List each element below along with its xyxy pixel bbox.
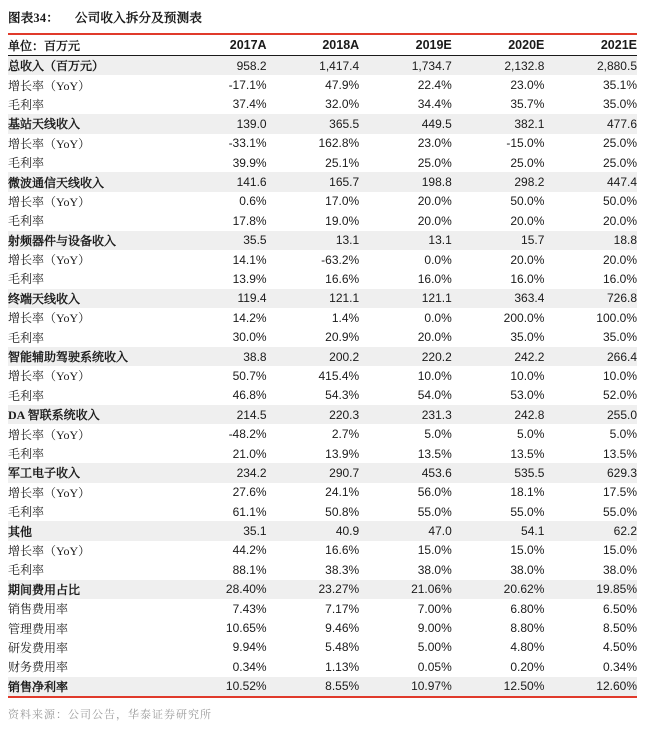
cell-value: 15.0%	[417, 543, 452, 558]
cell-value: 25.0%	[417, 155, 452, 170]
table-row	[8, 269, 637, 288]
table-row	[8, 541, 637, 560]
row-label: 管理费用率	[8, 621, 69, 636]
cell-value: 119.4	[174, 289, 267, 308]
cell-value: 27.6%	[232, 485, 267, 500]
cell-value: 0.6%	[239, 194, 267, 209]
cell-value: 0.34%	[602, 659, 637, 674]
year-column-header: 2018A	[267, 35, 360, 56]
year-column-header: 2020E	[452, 35, 545, 56]
cell-value: -33.1%	[228, 136, 267, 151]
cell-value: 47.0	[359, 521, 452, 540]
row-label: DA 智联系统收入	[8, 405, 174, 424]
cell-value: 200.0%	[503, 310, 545, 325]
cell-value: 20.0%	[417, 194, 452, 209]
cell-value: 220.3	[267, 405, 360, 424]
cell-value: 13.9%	[325, 446, 360, 461]
table-row	[8, 405, 637, 424]
cell-value: 50.8%	[325, 504, 360, 519]
cell-value: 0.20%	[510, 659, 545, 674]
cell-value: 25.0%	[510, 155, 545, 170]
table-row	[8, 134, 637, 153]
cell-value: 23.27%	[267, 580, 360, 599]
row-label: 微波通信天线收入	[8, 172, 174, 191]
cell-value: 10.52%	[174, 677, 267, 696]
header-row	[8, 35, 637, 56]
cell-value: 15.7	[452, 231, 545, 250]
cell-value: 220.2	[359, 347, 452, 366]
table-row	[8, 386, 637, 405]
cell-value: 17.8%	[232, 213, 267, 228]
cell-value: 35.1	[174, 521, 267, 540]
cell-value: 28.40%	[174, 580, 267, 599]
table-row	[8, 657, 637, 676]
cell-value: 20.62%	[452, 580, 545, 599]
cell-value: 20.9%	[325, 330, 360, 345]
cell-value: 52.0%	[602, 388, 637, 403]
cell-value: 35.7%	[510, 97, 545, 112]
row-label: 销售净利率	[8, 677, 174, 696]
figure-title	[8, 4, 637, 33]
cell-value: 38.0%	[510, 562, 545, 577]
row-label: 毛利率	[8, 156, 45, 171]
cell-value: 165.7	[267, 172, 360, 191]
cell-value: 7.17%	[325, 601, 360, 616]
cell-value: 1.4%	[331, 310, 360, 325]
cell-value: 14.1%	[232, 252, 267, 267]
cell-value: 2,132.8	[452, 56, 545, 76]
cell-value: 10.0%	[510, 368, 545, 383]
row-label: 增长率（YoY）	[8, 369, 91, 384]
row-label: 销售费用率	[8, 602, 69, 617]
cell-value: 242.2	[452, 347, 545, 366]
cell-value: 2,880.5	[544, 56, 637, 76]
table-row	[8, 172, 637, 191]
cell-value: 12.50%	[452, 677, 545, 696]
cell-value: 35.0%	[510, 330, 545, 345]
year-column-header: 2019E	[359, 35, 452, 56]
table-row	[8, 638, 637, 657]
cell-value: 447.4	[544, 172, 637, 191]
table-row	[8, 677, 637, 696]
cell-value: 141.6	[174, 172, 267, 191]
cell-value: 162.8%	[318, 136, 360, 151]
cell-value: -48.2%	[228, 427, 267, 442]
cell-value: 38.0%	[602, 562, 637, 577]
cell-value: 16.0%	[417, 271, 452, 286]
cell-value: 14.2%	[232, 310, 267, 325]
cell-value: 198.8	[359, 172, 452, 191]
cell-value: 13.1	[359, 231, 452, 250]
table-row	[8, 483, 637, 502]
cell-value: 10.65%	[225, 621, 267, 636]
row-label: 增长率（YoY）	[8, 543, 91, 558]
cell-value: 5.0%	[609, 427, 637, 442]
cell-value: 13.5%	[602, 446, 637, 461]
cell-value: 18.1%	[510, 485, 545, 500]
cell-value: 453.6	[359, 463, 452, 482]
cell-value: 23.0%	[510, 78, 545, 93]
cell-value: 449.5	[359, 114, 452, 133]
table-body	[8, 56, 637, 696]
cell-value: 15.0%	[510, 543, 545, 558]
row-label: 射频器件与设备收入	[8, 231, 174, 250]
row-label: 基站天线收入	[8, 114, 174, 133]
cell-value: 1.13%	[325, 659, 360, 674]
cell-value: 37.4%	[232, 97, 267, 112]
table-row	[8, 192, 637, 211]
table-row	[8, 56, 637, 76]
cell-value: 55.0%	[510, 504, 545, 519]
table-row	[8, 366, 637, 385]
cell-value: 958.2	[174, 56, 267, 76]
cell-value: 535.5	[452, 463, 545, 482]
cell-value: 38.3%	[325, 562, 360, 577]
cell-value: 726.8	[544, 289, 637, 308]
table-row	[8, 250, 637, 269]
cell-value: 9.46%	[325, 621, 360, 636]
cell-value: 13.5%	[510, 446, 545, 461]
cell-value: 54.3%	[325, 388, 360, 403]
cell-value: 121.1	[267, 289, 360, 308]
row-label: 毛利率	[8, 97, 45, 112]
row-label: 毛利率	[8, 563, 45, 578]
cell-value: 629.3	[544, 463, 637, 482]
year-column-header: 2021E	[544, 35, 637, 56]
cell-value: 20.0%	[417, 213, 452, 228]
row-label: 期间费用占比	[8, 580, 174, 599]
table-row	[8, 114, 637, 133]
row-label: 毛利率	[8, 272, 45, 287]
cell-value: 16.6%	[325, 271, 360, 286]
cell-value: 12.60%	[544, 677, 637, 696]
cell-value: 22.4%	[417, 78, 452, 93]
row-label: 终端天线收入	[8, 289, 174, 308]
table-row	[8, 502, 637, 521]
table-row	[8, 211, 637, 230]
cell-value: 16.0%	[510, 271, 545, 286]
cell-value: 38.0%	[417, 562, 452, 577]
cell-value: 20.0%	[602, 213, 637, 228]
cell-value: 5.0%	[424, 427, 452, 442]
cell-value: 46.8%	[232, 388, 267, 403]
row-label: 毛利率	[8, 330, 45, 345]
row-label: 其他	[8, 521, 174, 540]
cell-value: 62.2	[544, 521, 637, 540]
row-label: 军工电子收入	[8, 463, 174, 482]
cell-value: 19.0%	[325, 213, 360, 228]
table-row	[8, 521, 637, 540]
cell-value: 50.0%	[510, 194, 545, 209]
cell-value: 9.00%	[417, 621, 452, 636]
cell-value: 415.4%	[318, 368, 360, 383]
cell-value: 39.9%	[232, 155, 267, 170]
row-label: 智能辅助驾驶系统收入	[8, 347, 174, 366]
cell-value: 35.5	[174, 231, 267, 250]
cell-value: 5.00%	[417, 640, 452, 655]
cell-value: 20.0%	[510, 252, 545, 267]
cell-value: 16.0%	[602, 271, 637, 286]
figure-number: 图表34：	[8, 11, 60, 25]
cell-value: 255.0	[544, 405, 637, 424]
cell-value: 214.5	[174, 405, 267, 424]
cell-value: 35.0%	[602, 330, 637, 345]
cell-value: 8.80%	[510, 621, 545, 636]
row-label: 财务费用率	[8, 660, 69, 675]
cell-value: 121.1	[359, 289, 452, 308]
row-label: 总收入（百万元）	[8, 56, 174, 76]
row-label: 增长率（YoY）	[8, 485, 91, 500]
cell-value: 266.4	[544, 347, 637, 366]
cell-value: 21.0%	[232, 446, 267, 461]
cell-value: 35.1%	[602, 78, 637, 93]
row-label: 增长率（YoY）	[8, 311, 91, 326]
table-row	[8, 327, 637, 346]
table-row	[8, 95, 637, 114]
cell-value: 6.50%	[602, 601, 637, 616]
cell-value: 20.0%	[417, 330, 452, 345]
row-label: 增长率（YoY）	[8, 427, 91, 442]
cell-value: 53.0%	[510, 388, 545, 403]
cell-value: 47.9%	[325, 78, 360, 93]
cell-value: 18.8	[544, 231, 637, 250]
cell-value: 139.0	[174, 114, 267, 133]
cell-value: -15.0%	[506, 136, 545, 151]
row-label: 增长率（YoY）	[8, 136, 91, 151]
row-label: 毛利率	[8, 214, 45, 229]
cell-value: 56.0%	[417, 485, 452, 500]
table-row	[8, 599, 637, 618]
cell-value: 4.50%	[602, 640, 637, 655]
figure-name: 公司收入拆分及预测表	[75, 11, 203, 25]
cell-value: 16.6%	[325, 543, 360, 558]
cell-value: 17.5%	[602, 485, 637, 500]
cell-value: 382.1	[452, 114, 545, 133]
cell-value: 231.3	[359, 405, 452, 424]
cell-value: 15.0%	[602, 543, 637, 558]
cell-value: 25.1%	[325, 155, 360, 170]
cell-value: 17.0%	[325, 194, 360, 209]
table-row	[8, 289, 637, 308]
cell-value: 0.0%	[424, 310, 452, 325]
cell-value: 34.4%	[417, 97, 452, 112]
cell-value: 7.00%	[417, 601, 452, 616]
table-row	[8, 231, 637, 250]
cell-value: 55.0%	[417, 504, 452, 519]
cell-value: 30.0%	[232, 330, 267, 345]
cell-value: 5.48%	[325, 640, 360, 655]
cell-value: 24.1%	[325, 485, 360, 500]
table-row	[8, 75, 637, 94]
cell-value: 20.0%	[602, 252, 637, 267]
cell-value: 363.4	[452, 289, 545, 308]
unit-label: 单位：百万元	[8, 35, 174, 56]
year-column-header: 2017A	[174, 35, 267, 56]
cell-value: 477.6	[544, 114, 637, 133]
row-label: 毛利率	[8, 447, 45, 461]
table-row	[8, 153, 637, 172]
cell-value: 19.85%	[544, 580, 637, 599]
table-row	[8, 618, 637, 637]
cell-value: 55.0%	[602, 504, 637, 519]
cell-value: 4.80%	[510, 640, 545, 655]
cell-value: 50.0%	[602, 194, 637, 209]
cell-value: 290.7	[267, 463, 360, 482]
revenue-forecast-table	[8, 35, 637, 696]
cell-value: 298.2	[452, 172, 545, 191]
cell-value: 38.8	[174, 347, 267, 366]
cell-value: 10.0%	[602, 368, 637, 383]
cell-value: 10.97%	[359, 677, 452, 696]
cell-value: 242.8	[452, 405, 545, 424]
cell-value: 0.34%	[232, 659, 267, 674]
row-label: 研发费用率	[8, 640, 69, 655]
table-row	[8, 308, 637, 327]
cell-value: 13.5%	[417, 446, 452, 461]
cell-value: 365.5	[267, 114, 360, 133]
cell-value: 88.1%	[232, 562, 267, 577]
cell-value: 1,734.7	[359, 56, 452, 76]
cell-value: 5.0%	[517, 427, 545, 442]
table-row	[8, 424, 637, 443]
cell-value: 6.80%	[510, 601, 545, 616]
cell-value: 8.55%	[267, 677, 360, 696]
cell-value: 100.0%	[596, 310, 637, 325]
cell-value: 44.2%	[232, 543, 267, 558]
cell-value: -63.2%	[321, 252, 360, 267]
cell-value: 13.9%	[232, 271, 267, 286]
cell-value: 40.9	[267, 521, 360, 540]
table-row	[8, 463, 637, 482]
cell-value: 1,417.4	[267, 56, 360, 76]
cell-value: 25.0%	[602, 136, 637, 151]
cell-value: 0.05%	[417, 659, 452, 674]
table-row	[8, 580, 637, 599]
cell-value: 0.0%	[424, 252, 452, 267]
cell-value: 50.7%	[232, 368, 267, 383]
cell-value: 2.7%	[331, 427, 360, 442]
cell-value: 20.0%	[510, 213, 545, 228]
source-note: 资料来源：公司公告，华泰证券研究所	[8, 708, 212, 721]
cell-value: 200.2	[267, 347, 360, 366]
cell-value: -17.1%	[228, 78, 267, 93]
cell-value: 32.0%	[325, 97, 360, 112]
cell-value: 54.1	[452, 521, 545, 540]
row-label: 增长率（YoY）	[8, 78, 91, 93]
table-row	[8, 347, 637, 366]
cell-value: 13.1	[267, 231, 360, 250]
table-row	[8, 444, 637, 463]
row-label: 增长率（YoY）	[8, 194, 91, 209]
cell-value: 10.0%	[417, 368, 452, 383]
cell-value: 25.0%	[602, 155, 637, 170]
row-label: 毛利率	[8, 505, 45, 520]
cell-value: 61.1%	[232, 504, 267, 519]
cell-value: 35.0%	[602, 97, 637, 112]
cell-value: 9.94%	[232, 640, 267, 655]
table-row	[8, 560, 637, 579]
cell-value: 8.50%	[602, 621, 637, 636]
cell-value: 21.06%	[359, 580, 452, 599]
cell-value: 23.0%	[417, 136, 452, 151]
cell-value: 7.43%	[232, 601, 267, 616]
row-label: 增长率（YoY）	[8, 253, 91, 268]
row-label: 毛利率	[8, 388, 45, 403]
cell-value: 234.2	[174, 463, 267, 482]
cell-value: 54.0%	[417, 388, 452, 403]
